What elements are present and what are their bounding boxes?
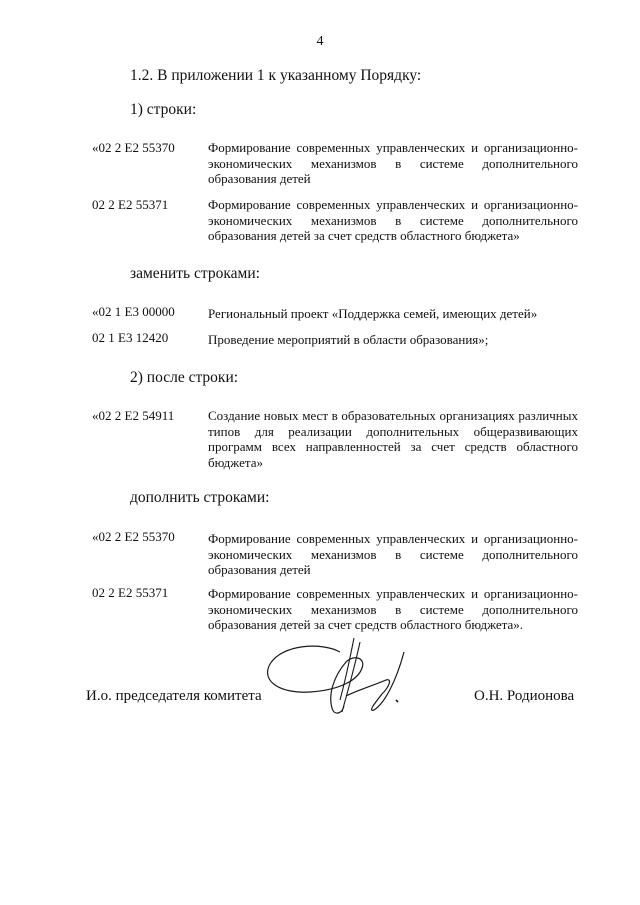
row-code: «02 1 E3 00000 xyxy=(92,304,175,319)
row-code: «02 2 E2 54911 xyxy=(92,408,175,423)
subsection-2-label: 2) после строки: xyxy=(130,369,239,386)
replace-label: заменить строками: xyxy=(130,265,260,282)
row-code: 02 2 E2 55371 xyxy=(92,197,169,212)
add-label: дополнить строками: xyxy=(130,489,270,506)
row-description: Региональный проект «Поддержка семей, имеющих детей» xyxy=(208,306,538,321)
row-description: Проведение мероприятий в области образования»; xyxy=(208,332,489,347)
row-code: «02 2 E2 55370 xyxy=(92,529,175,544)
row-description: Формирование современных управленческих и организационно-экономических механизмов в системе дополнительного образования детей за счет средств областного бюджета». xyxy=(208,586,578,633)
signatory-title: И.о. председателя комитета xyxy=(86,688,262,704)
handwritten-signature xyxy=(262,630,422,725)
signatory-name: О.Н. Родионова xyxy=(474,688,575,704)
row-description: Формирование современных управленческих и организационно-экономических механизмов в системе дополнительного образования детей за счет средств областного бюджета» xyxy=(208,197,578,244)
row-code: 02 1 E3 12420 xyxy=(92,330,169,345)
row-description: Формирование современных управленческих и организационно-экономических механизмов в системе дополнительного образования детей xyxy=(208,531,578,578)
subsection-1-label: 1) строки: xyxy=(130,101,197,118)
section-title: 1.2. В приложении 1 к указанному Порядку: xyxy=(130,67,422,84)
row-code: «02 2 E2 55370 xyxy=(92,140,175,155)
row-description: Формирование современных управленческих и организационно-экономических механизмов в системе дополнительного образования детей xyxy=(208,140,578,187)
row-code: 02 2 E2 55371 xyxy=(92,585,169,600)
page-number: 4 xyxy=(316,34,324,49)
row-description: Создание новых мест в образовательных организациях различных типов для реализации дополнительных общеразвивающих программ всех направленностей за счет средств областного бюджета» xyxy=(208,408,578,470)
